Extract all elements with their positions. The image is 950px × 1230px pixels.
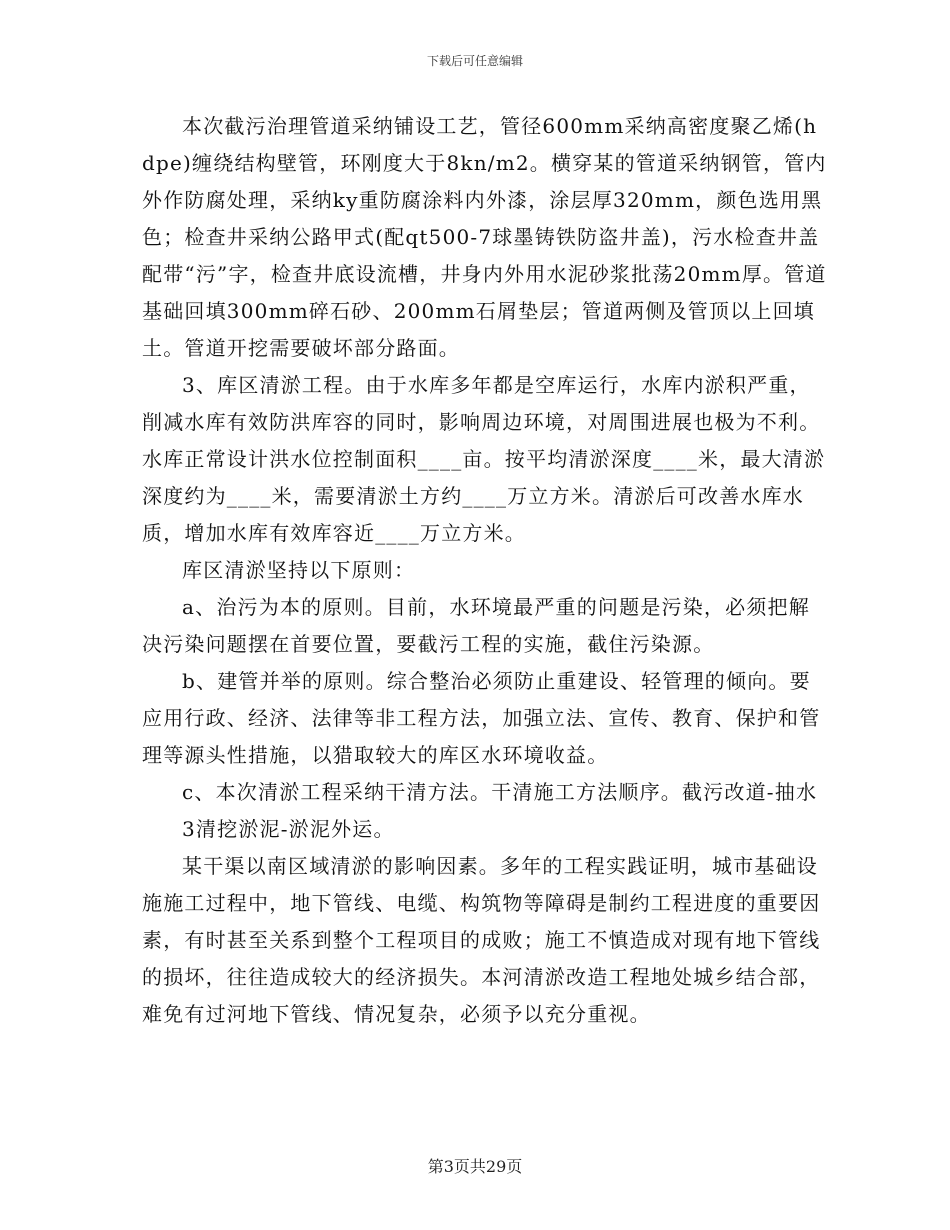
- paragraph-principles-intro: 库区清淤坚持以下原则：: [182, 558, 416, 582]
- document-body: [142, 108, 830, 1033]
- paragraph-influence-factors: 某干渠以南区域清淤的影响因素。多年的工程实践证明，城市基础设施施工过程中，地下管线、电缆、构筑物等障碍是制约工程进度的重要因素，有时甚至关系到整个工程项目的成败；施工不慎造成对现有地下管线的损坏，往往造成较大的经济损失。本河清淤改造工程地处城乡结合部，难免有过河地下管线、情况复杂，必须予以充分重视。: [142, 854, 821, 1026]
- paragraph-pipeline: 本次截污治理管道采纳铺设工艺，管径600mm采纳高密度聚乙烯(hdpe)缠绕结构壁管，环刚度大于8kn/m2。横穿某的管道采纳钢管，管内外作防腐处理，采纳ky重防腐涂料内外漆，涂层厚320mm，颜色选用黑色；检查井采纳公路甲式(配qt500-7球墨铸铁防盗井盖)，污水检查井盖配带“污”字，检查井底设流槽，井身内外用水泥砂浆批荡20mm厚。管道基础回填300mm碎石砂、200mm石屑垫层；管道两侧及管顶以上回填土。管道开挖需要破坏部分路面。: [142, 114, 827, 360]
- paragraph-step-3: 3清挖淤泥-淤泥外运。: [182, 817, 395, 841]
- paragraph-principle-c: c、本次清淤工程采纳干清方法。干清施工方法顺序。截污改道-抽水: [182, 780, 818, 804]
- paragraph-principle-a: a、治污为本的原则。目前，水环境最严重的问题是污染，必须把解决污染问题摆在首要位置，要截污工程的实施，截住污染源。: [142, 595, 810, 656]
- paragraph-principle-b: b、建管并举的原则。综合整治必须防止重建设、轻管理的倾向。要应用行政、经济、法律等非工程方法，加强立法、宣传、教育、保护和管理等源头性措施，以猎取较大的库区水环境收益。: [142, 669, 821, 767]
- paragraph-dredging: 3、库区清淤工程。由于水库多年都是空库运行，水库内淤积严重，削减水库有效防洪库容的同时，影响周边环境，对周围进展也极为不利。水库正常设计洪水位控制面积____亩。按平均清淤深度____米，最大清淤深度约为____米，需要清淤土方约____万立方米。清淤后可改善水库水质，增加水库有效库容近____万立方米。: [142, 373, 826, 545]
- page-header: 下载后可任意编辑: [426, 54, 523, 68]
- page-number: 第3页共29页: [427, 1157, 523, 1176]
